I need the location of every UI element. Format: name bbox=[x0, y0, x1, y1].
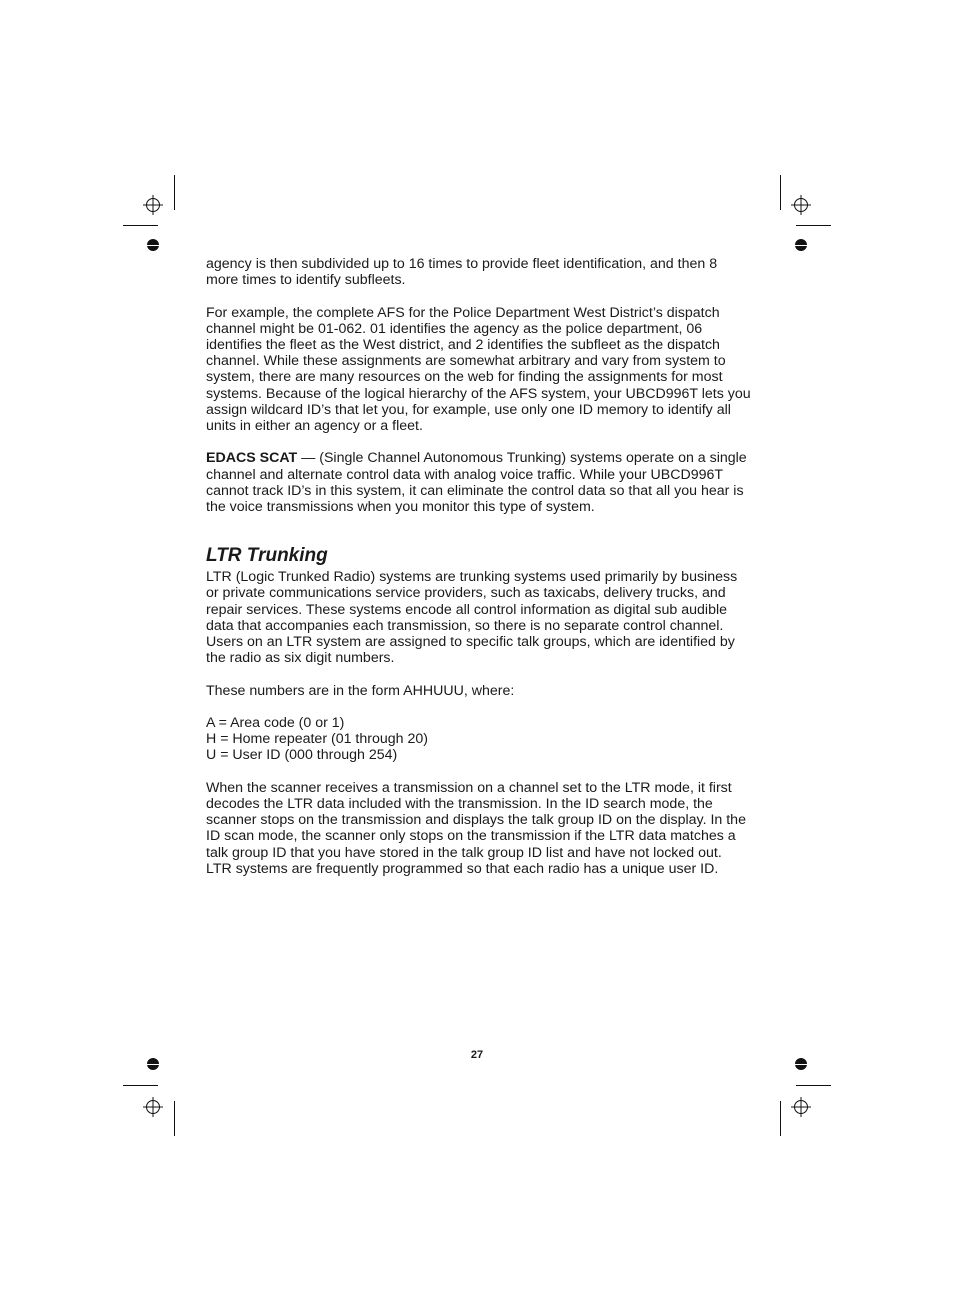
crop-line-bottom-left-vertical bbox=[174, 1101, 175, 1136]
paragraph-afs-subdivision: agency is then subdivided up to 16 times to provide fleet identification, and then 8 more times to identify subfleets. bbox=[206, 256, 718, 289]
definition-user-id: U = User ID (000 through 254) bbox=[206, 747, 398, 764]
dot-mark-top-left bbox=[147, 239, 159, 251]
crop-line-top-left-horizontal bbox=[123, 225, 158, 226]
page-number: 27 bbox=[470, 1049, 484, 1061]
crop-line-top-left-vertical bbox=[174, 175, 175, 210]
crop-line-top-right-horizontal bbox=[796, 225, 831, 226]
registration-mark-top-left bbox=[143, 195, 163, 220]
registration-mark-bottom-right bbox=[791, 1097, 811, 1122]
term-edacs-scat: EDACS SCAT bbox=[206, 450, 298, 467]
paragraph-afs-example: For example, the complete AFS for the Police Department West District’s dispatch channel might be 01-062. 01 identifies the agency as the police department, 06 identifies the fleet as the West district, and 2 identifies the subfleet as the dispatch channel. While these assignments are somewhat arbitrary and vary from system to system, there are many resources on the web for finding the assignments for most systems. Because of the logical hierarchy of the AFS system, your UBCD996T lets you assign wildcard ID’s that let you, for example, use only one ID memory to identify all units in either an agency or a fleet. bbox=[206, 304, 751, 435]
crosshair-icon bbox=[791, 1097, 811, 1117]
definition-list bbox=[206, 715, 751, 764]
crop-line-bottom-left-horizontal bbox=[123, 1085, 158, 1086]
edacs-scat-description: — (Single Channel Autonomous Trunking) systems operate on a single channel and alternate control data with analog voice traffic. While your UBCD996T cannot track ID’s in this system, it can eliminate the control data so that all you hear is the voice transmissions when you monitor this type of system. bbox=[206, 450, 747, 516]
paragraph-ltr-intro: LTR (Logic Trunked Radio) systems are trunking systems used primarily by business or private communications service providers, such as taxicabs, delivery trucks, and repair services. These systems encode all control information as digital sub audible data that accompanies each transmission, so there is no separate control channel. Users on an LTR system are assigned to specific talk groups, which are identified by the radio as six digit numbers. bbox=[206, 569, 738, 667]
registration-mark-bottom-left bbox=[143, 1097, 163, 1122]
crosshair-icon bbox=[791, 195, 811, 215]
dot-mark-top-right bbox=[795, 239, 807, 251]
body-text bbox=[206, 256, 751, 893]
paragraph-edacs-scat bbox=[206, 450, 751, 515]
paragraph-ltr-number-form: These numbers are in the form AHHUUU, where: bbox=[206, 682, 515, 699]
definition-area-code: A = Area code (0 or 1) bbox=[206, 715, 345, 732]
registration-mark-top-right bbox=[791, 195, 811, 220]
section-heading-ltr-trunking: LTR Trunking bbox=[206, 545, 328, 567]
definition-home-repeater: H = Home repeater (01 through 20) bbox=[206, 731, 428, 748]
crop-line-bottom-right-horizontal bbox=[796, 1085, 831, 1086]
crosshair-icon bbox=[143, 1097, 163, 1117]
crosshair-icon bbox=[143, 195, 163, 215]
crop-line-bottom-right-vertical bbox=[780, 1101, 781, 1136]
crop-line-top-right-vertical bbox=[780, 175, 781, 210]
paragraph-ltr-scanner-behavior: When the scanner receives a transmission on a channel set to the LTR mode, it first decodes the LTR data included with the transmission. In the ID search mode, the scanner stops on the transmission and displays the talk group ID on the display. In the ID scan mode, the scanner only stops on the transmission if the LTR data matches a talk group ID that you have stored in the talk group ID list and have not locked out. LTR systems are frequently programmed so that each radio has a unique user ID. bbox=[206, 779, 746, 877]
